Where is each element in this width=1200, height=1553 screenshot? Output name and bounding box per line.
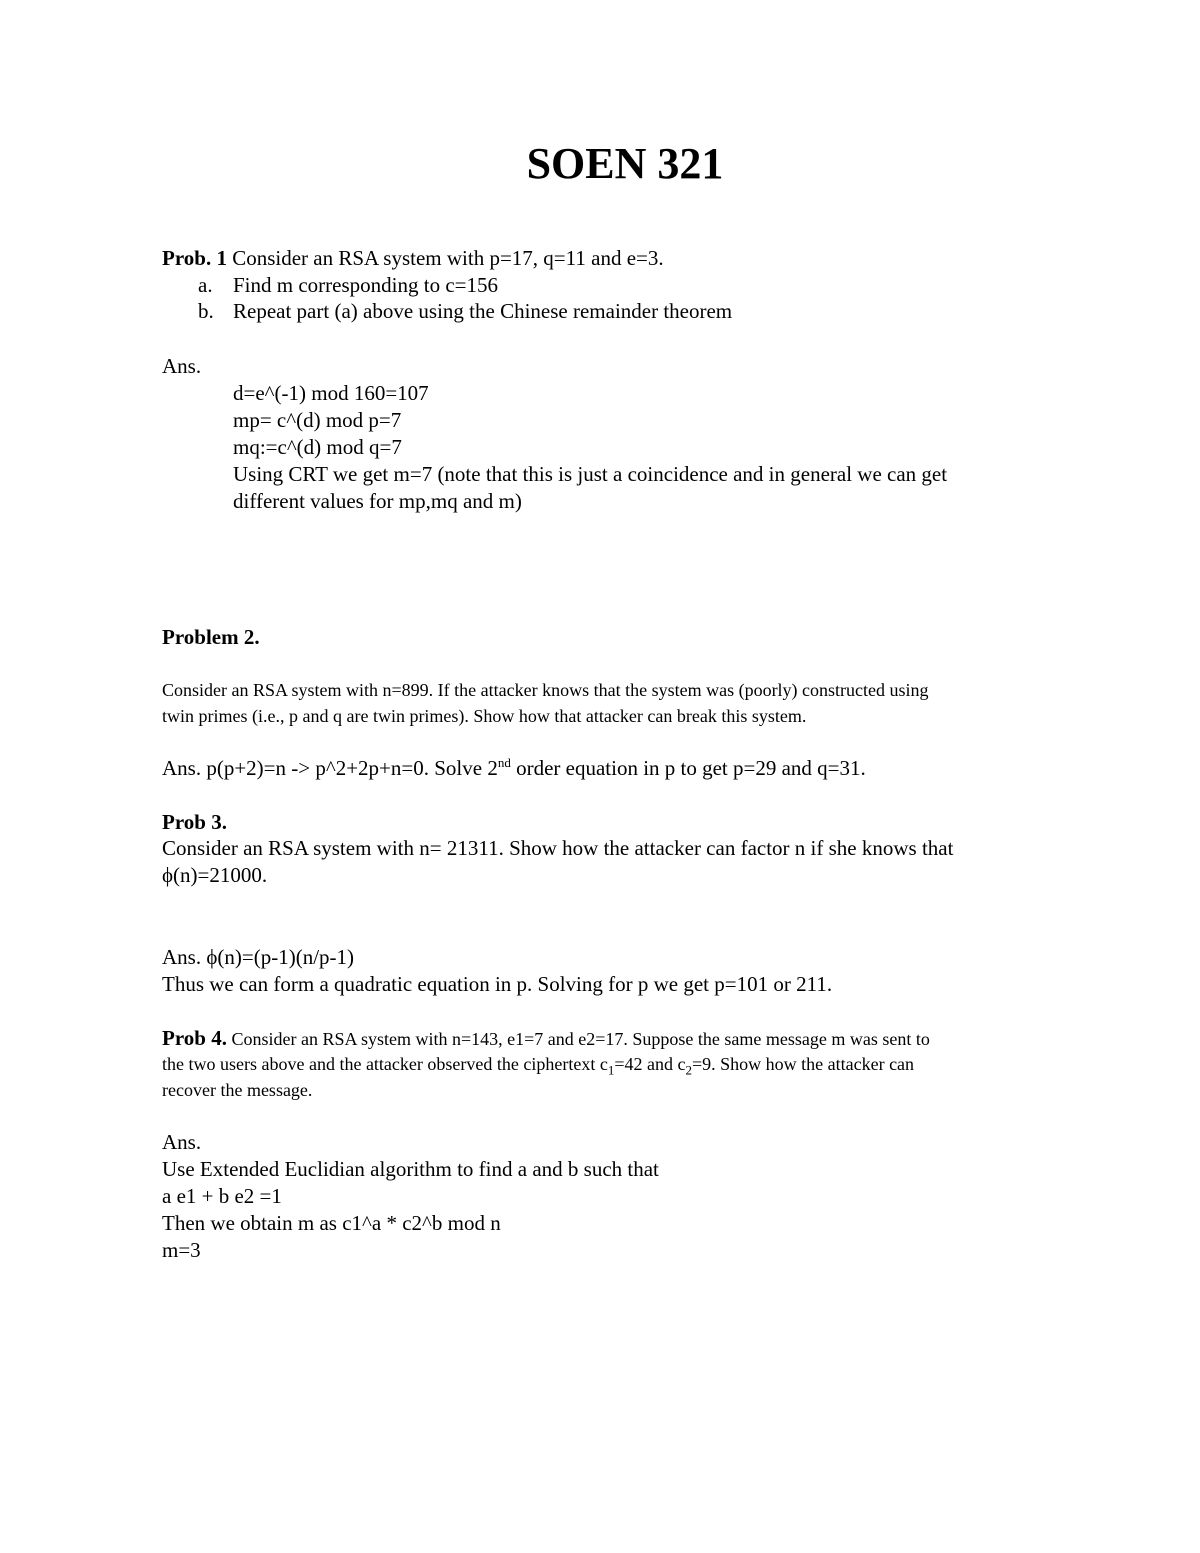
prob1-statement-text: Consider an RSA system with p=17, q=11 and e=3. [226, 246, 664, 270]
list-item-text: Repeat part (a) above using the Chinese remainder theorem [233, 299, 733, 323]
prob4-statement-text: Consider an RSA system with n=143, e1=7 and e2=17. Suppose the same message m was sent to [226, 1029, 930, 1049]
prob1-statement [162, 245, 664, 271]
prob4-statement-line2 [162, 1051, 914, 1077]
prob3-answer-line: Ans. ϕ(n)=(p-1)(n/p-1) [162, 945, 355, 969]
list-marker: a. [198, 273, 213, 297]
prob4-text: =9. Show how the attacker can [691, 1054, 915, 1074]
prob1-ans-label: Ans. [162, 354, 202, 378]
prob4-answer-line: a e1 + b e2 =1 [162, 1184, 282, 1208]
prob2-statement-line: Consider an RSA system with n=899. If the attacker knows that the system was (poorly) constructed using [162, 680, 929, 700]
prob2-label: Problem 2. [162, 625, 260, 649]
subscript-1: 1 [607, 1062, 615, 1078]
prob1-label: Prob. 1 [162, 246, 227, 270]
prob3-statement-line: ϕ(n)=21000. [162, 863, 268, 887]
prob2-answer-text-cont: order equation in p to get p=29 and q=31. [510, 756, 866, 780]
prob4-label: Prob 4. [162, 1026, 227, 1050]
prob2-answer-text: Ans. p(p+2)=n -> p^2+2p+n=0. Solve 2 [162, 756, 498, 780]
page-title: SOEN 321 [526, 139, 724, 188]
prob2-statement-line: twin primes (i.e., p and q are twin primes). Show how that attacker can break this system. [162, 706, 807, 726]
prob4-answer-line: Use Extended Euclidian algorithm to find a and b such that [162, 1157, 659, 1181]
prob1-item-a [198, 272, 498, 298]
list-marker: b. [198, 299, 214, 323]
prob1-answer-line: mp= c^(d) mod p=7 [233, 408, 402, 432]
prob4-answer-line: Then we obtain m as c1^a * c2^b mod n [162, 1211, 501, 1235]
prob3-statement-line: Consider an RSA system with n= 21311. Show how the attacker can factor n if she knows that [162, 836, 954, 860]
prob4-ans-label: Ans. [162, 1130, 202, 1154]
prob3-answer-line: Thus we can form a quadratic equation in p. Solving for p we get p=101 or 211. [162, 972, 833, 996]
prob1-item-b [198, 298, 732, 324]
list-item-text: Find m corresponding to c=156 [233, 273, 498, 297]
subscript-2: 2 [685, 1062, 692, 1078]
prob3-label: Prob 3. [162, 810, 227, 834]
prob1-answer-line: mq:=c^(d) mod q=7 [233, 435, 402, 459]
prob4-answer-line: m=3 [162, 1238, 201, 1262]
prob1-answer-line: d=e^(-1) mod 160=107 [233, 381, 429, 405]
prob4-text: =42 and c [614, 1054, 686, 1074]
prob2-answer [162, 755, 866, 781]
prob4-text: the two users above and the attacker observed the ciphertext c [162, 1054, 608, 1074]
prob4-statement [162, 1025, 930, 1052]
prob1-answer-line: Using CRT we get m=7 (note that this is just a coincidence and in general we can get [233, 462, 948, 486]
prob1-answer-line: different values for mp,mq and m) [233, 489, 522, 513]
superscript-nd: nd [497, 755, 511, 770]
prob4-statement-line3: recover the message. [162, 1080, 313, 1100]
